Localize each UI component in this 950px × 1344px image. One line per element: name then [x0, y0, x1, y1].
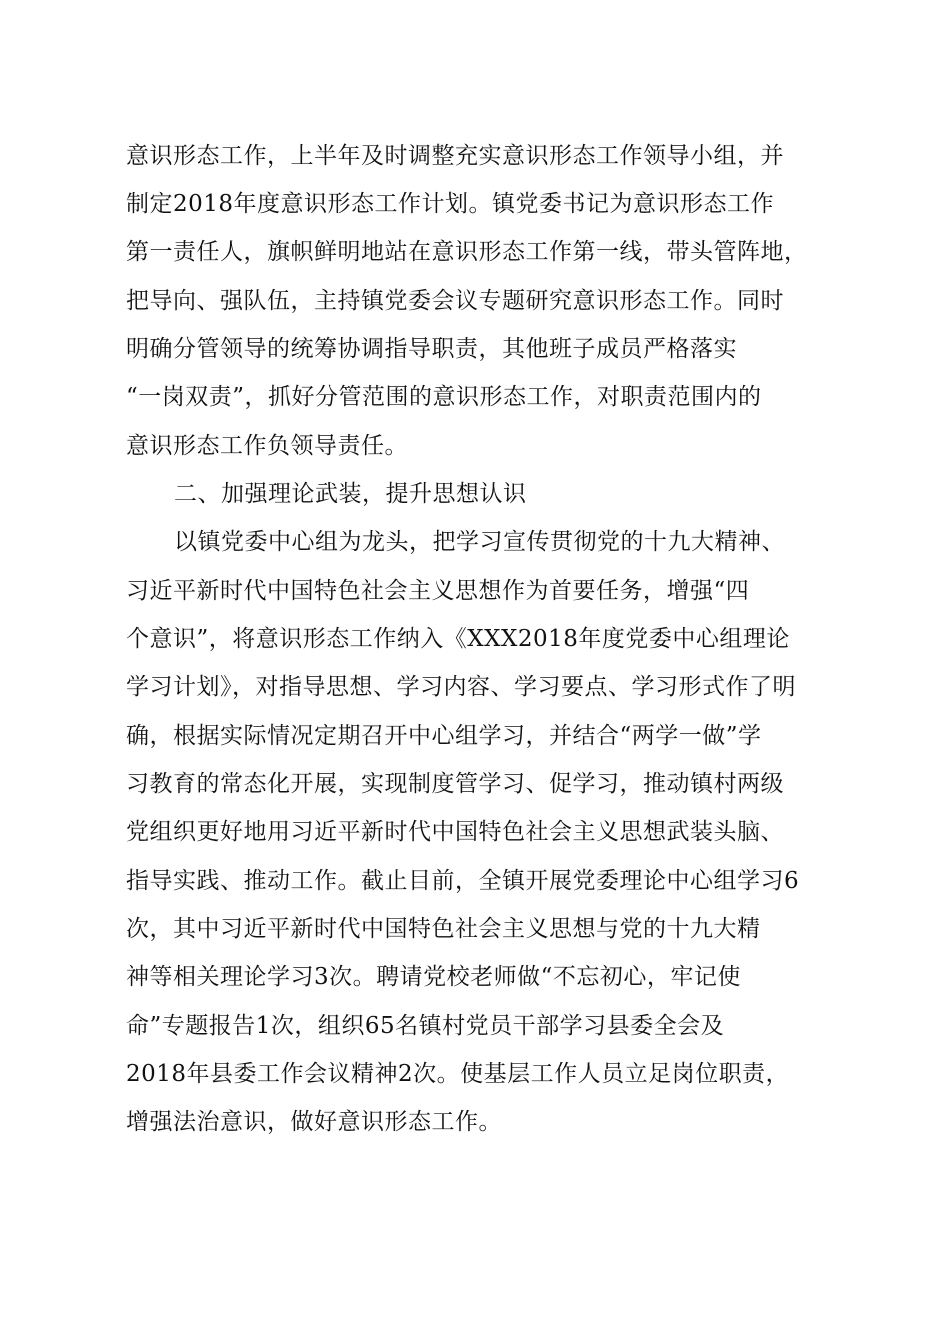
- paragraph-line: 第一责任人，旗帜鲜明地站在意识形态工作第一线，带头管阵地，: [126, 239, 808, 265]
- paragraph-line: 意识形态工作，上半年及时调整充实意识形态工作领导小组，并: [126, 143, 784, 169]
- paragraph-line: 习近平新时代中国特色社会主义思想作为首要任务，增强“四: [126, 578, 750, 604]
- paragraph-line: 命”专题报告1次，组织65名镇村党员干部学习县委全会及: [126, 1013, 725, 1039]
- paragraph-line: 学习计划》，对指导思想、学习内容、学习要点、学习形式作了明: [126, 674, 796, 700]
- paragraph-line: 确，根据实际情况定期召开中心组学习，并结合“两学一做”学: [126, 723, 762, 749]
- paragraph-line: 制定2018年度意识形态工作计划。镇党委书记为意识形态工作: [126, 191, 775, 217]
- paragraph-line: 把导向、强队伍，主持镇党委会议专题研究意识形态工作。同时: [126, 288, 784, 314]
- paragraph-line: 次，其中习近平新时代中国特色社会主义思想与党的十九大精: [126, 916, 761, 942]
- paragraph-line: “一岗双责”，抓好分管范围的意识形态工作，对职责范围内的: [126, 384, 762, 410]
- paragraph-first-line: 以镇党委中心组为龙头，把学习宣传贯彻党的十九大精神、: [174, 529, 785, 555]
- paragraph-line: 习教育的常态化开展，实现制度管学习、促学习，推动镇村两级: [126, 771, 784, 797]
- section-heading: 二、加强理论武装，提升思想认识: [174, 481, 527, 507]
- paragraph-line: 个意识”，将意识形态工作纳入《XXX2018年度党委中心组理论: [126, 626, 790, 652]
- paragraph-line: 2018年县委工作会议精神2次。使基层工作人员立足岗位职责，: [126, 1061, 790, 1087]
- paragraph-line: 增强法治意识，做好意识形态工作。: [126, 1109, 502, 1135]
- paragraph-line: 党组织更好地用习近平新时代中国特色社会主义思想武装头脑、: [126, 819, 784, 845]
- paragraph-line: 明确分管领导的统筹协调指导职责，其他班子成员严格落实: [126, 336, 737, 362]
- paragraph-line: 意识形态工作负领导责任。: [126, 433, 408, 459]
- paragraph-line: 神等相关理论学习3次。聘请党校老师做“不忘初心，牢记使: [126, 964, 741, 990]
- paragraph-line: 指导实践、推动工作。截止目前，全镇开展党委理论中心组学习6: [126, 868, 800, 894]
